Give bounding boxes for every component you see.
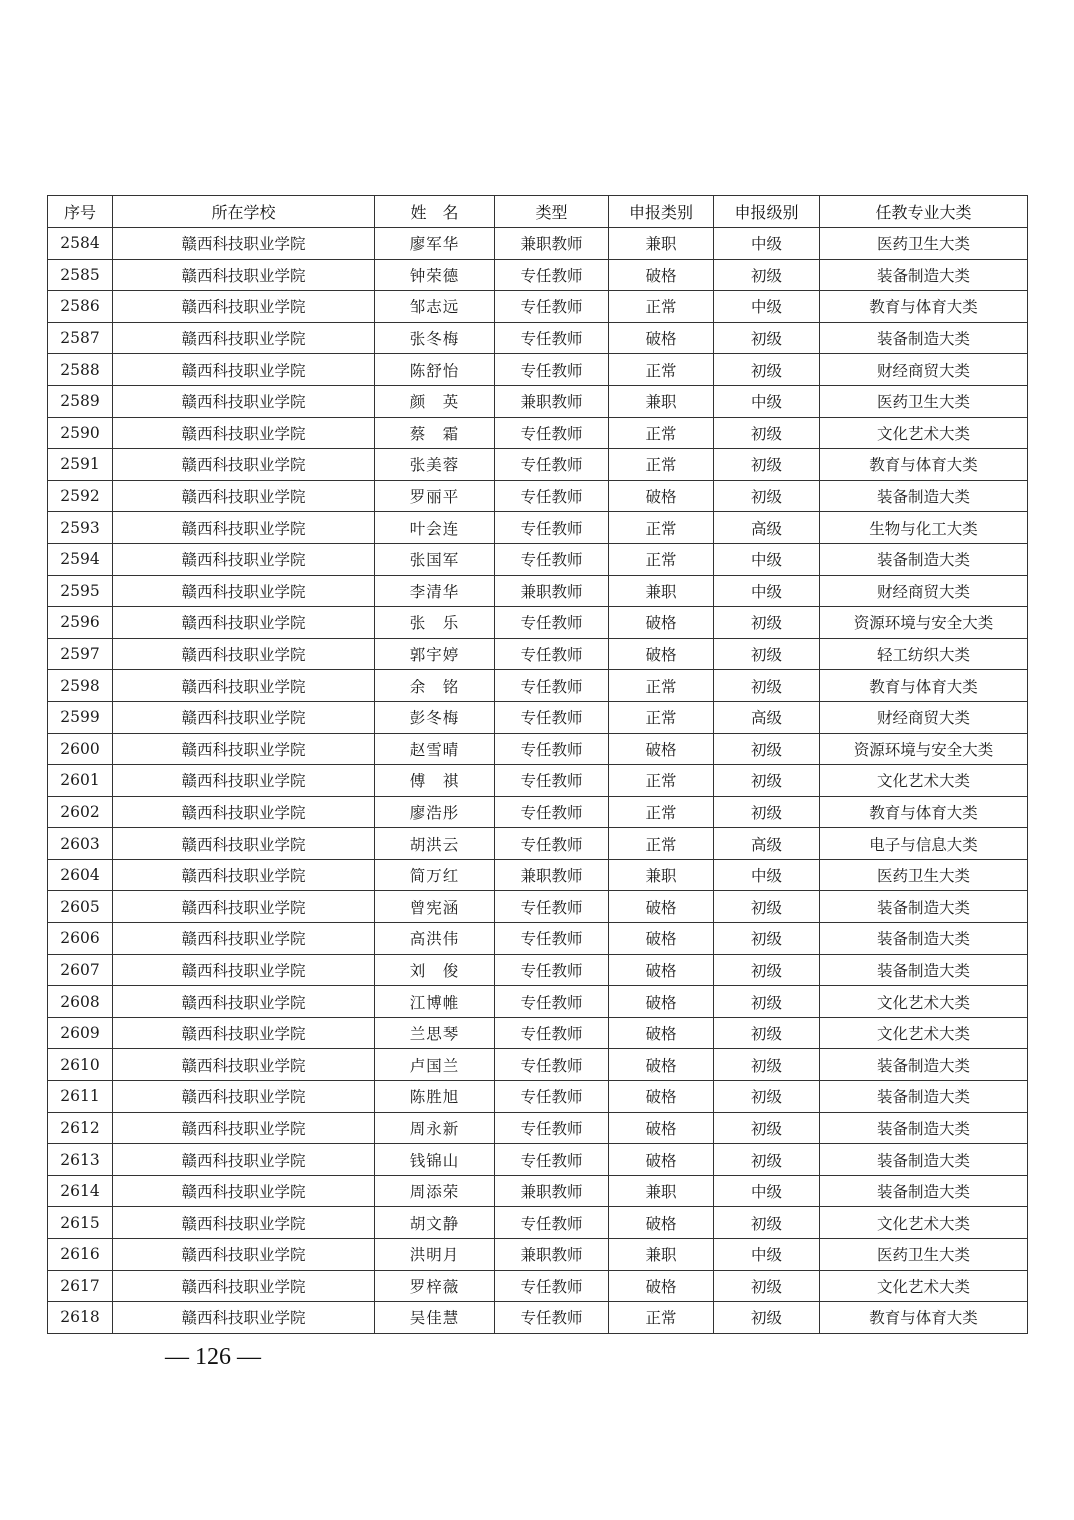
cell-school: 赣西科技职业学院 — [113, 1049, 375, 1081]
cell-application-level: 初级 — [714, 1144, 820, 1176]
cell-school: 赣西科技职业学院 — [113, 417, 375, 449]
cell-type: 兼职教师 — [495, 385, 609, 417]
cell-type: 专任教师 — [495, 1270, 609, 1302]
cell-name: 郭宇婷 — [375, 638, 495, 670]
table-row — [48, 1144, 1028, 1176]
cell-serial-no: 2595 — [48, 575, 113, 607]
table-row — [48, 638, 1028, 670]
header-application-level: 申报级别 — [714, 196, 820, 228]
cell-teaching-major: 装备制造大类 — [820, 1081, 1028, 1113]
cell-type: 专任教师 — [495, 954, 609, 986]
cell-type: 专任教师 — [495, 1081, 609, 1113]
cell-name: 叶会连 — [375, 512, 495, 544]
cell-school: 赣西科技职业学院 — [113, 575, 375, 607]
table-row — [48, 701, 1028, 733]
header-type: 类型 — [495, 196, 609, 228]
cell-type: 专任教师 — [495, 1017, 609, 1049]
cell-teaching-major: 文化艺术大类 — [820, 1270, 1028, 1302]
cell-school: 赣西科技职业学院 — [113, 543, 375, 575]
header-application-category: 申报类别 — [609, 196, 714, 228]
cell-type: 专任教师 — [495, 923, 609, 955]
cell-teaching-major: 医药卫生大类 — [820, 228, 1028, 260]
cell-type: 专任教师 — [495, 1207, 609, 1239]
cell-teaching-major: 资源环境与安全大类 — [820, 733, 1028, 765]
cell-serial-no: 2602 — [48, 796, 113, 828]
cell-teaching-major: 装备制造大类 — [820, 1049, 1028, 1081]
cell-application-category: 破格 — [609, 1270, 714, 1302]
cell-school: 赣西科技职业学院 — [113, 923, 375, 955]
cell-type: 专任教师 — [495, 322, 609, 354]
cell-application-level: 高级 — [714, 512, 820, 544]
cell-name: 兰思琴 — [375, 1017, 495, 1049]
cell-name: 周永新 — [375, 1112, 495, 1144]
table-row — [48, 1049, 1028, 1081]
cell-name: 胡文静 — [375, 1207, 495, 1239]
table-row — [48, 480, 1028, 512]
cell-teaching-major: 装备制造大类 — [820, 1144, 1028, 1176]
cell-type: 专任教师 — [495, 796, 609, 828]
table-header-row — [48, 196, 1028, 228]
header-name: 姓 名 — [375, 196, 495, 228]
cell-name: 余 铭 — [375, 670, 495, 702]
cell-teaching-major: 文化艺术大类 — [820, 1207, 1028, 1239]
cell-teaching-major: 教育与体育大类 — [820, 1302, 1028, 1334]
cell-school: 赣西科技职业学院 — [113, 259, 375, 291]
cell-school: 赣西科技职业学院 — [113, 859, 375, 891]
cell-application-level: 初级 — [714, 449, 820, 481]
cell-serial-no: 2617 — [48, 1270, 113, 1302]
cell-teaching-major: 装备制造大类 — [820, 322, 1028, 354]
cell-name: 罗梓薇 — [375, 1270, 495, 1302]
header-school: 所在学校 — [113, 196, 375, 228]
table-row — [48, 1017, 1028, 1049]
cell-name: 胡洪云 — [375, 828, 495, 860]
cell-serial-no: 2590 — [48, 417, 113, 449]
cell-name: 简万红 — [375, 859, 495, 891]
cell-teaching-major: 财经商贸大类 — [820, 354, 1028, 386]
cell-application-category: 兼职 — [609, 228, 714, 260]
cell-application-level: 中级 — [714, 575, 820, 607]
cell-teaching-major: 财经商贸大类 — [820, 701, 1028, 733]
cell-application-category: 正常 — [609, 701, 714, 733]
table-row — [48, 512, 1028, 544]
cell-school: 赣西科技职业学院 — [113, 986, 375, 1018]
cell-school: 赣西科技职业学院 — [113, 449, 375, 481]
cell-type: 专任教师 — [495, 543, 609, 575]
cell-teaching-major: 装备制造大类 — [820, 923, 1028, 955]
cell-teaching-major: 装备制造大类 — [820, 954, 1028, 986]
cell-application-category: 正常 — [609, 354, 714, 386]
cell-school: 赣西科技职业学院 — [113, 1144, 375, 1176]
cell-application-level: 初级 — [714, 638, 820, 670]
cell-school: 赣西科技职业学院 — [113, 1270, 375, 1302]
table-row — [48, 259, 1028, 291]
cell-application-level: 中级 — [714, 859, 820, 891]
cell-application-category: 正常 — [609, 765, 714, 797]
table-row — [48, 828, 1028, 860]
table-row — [48, 891, 1028, 923]
cell-serial-no: 2616 — [48, 1239, 113, 1271]
cell-application-level: 中级 — [714, 291, 820, 323]
cell-application-level: 初级 — [714, 1017, 820, 1049]
cell-serial-no: 2613 — [48, 1144, 113, 1176]
cell-teaching-major: 装备制造大类 — [820, 543, 1028, 575]
cell-serial-no: 2585 — [48, 259, 113, 291]
cell-teaching-major: 医药卫生大类 — [820, 859, 1028, 891]
cell-name: 高洪伟 — [375, 923, 495, 955]
cell-application-level: 初级 — [714, 765, 820, 797]
cell-application-level: 中级 — [714, 385, 820, 417]
cell-type: 专任教师 — [495, 291, 609, 323]
cell-type: 专任教师 — [495, 417, 609, 449]
cell-application-category: 兼职 — [609, 859, 714, 891]
cell-teaching-major: 资源环境与安全大类 — [820, 607, 1028, 639]
cell-teaching-major: 教育与体育大类 — [820, 449, 1028, 481]
header-serial-no: 序号 — [48, 196, 113, 228]
cell-type: 专任教师 — [495, 449, 609, 481]
cell-serial-no: 2591 — [48, 449, 113, 481]
cell-application-level: 初级 — [714, 1270, 820, 1302]
cell-school: 赣西科技职业学院 — [113, 828, 375, 860]
cell-school: 赣西科技职业学院 — [113, 954, 375, 986]
table-row — [48, 796, 1028, 828]
cell-serial-no: 2618 — [48, 1302, 113, 1334]
cell-serial-no: 2589 — [48, 385, 113, 417]
cell-application-category: 破格 — [609, 891, 714, 923]
cell-name: 张国军 — [375, 543, 495, 575]
cell-type: 专任教师 — [495, 607, 609, 639]
cell-serial-no: 2586 — [48, 291, 113, 323]
cell-type: 专任教师 — [495, 733, 609, 765]
cell-school: 赣西科技职业学院 — [113, 765, 375, 797]
cell-application-category: 破格 — [609, 954, 714, 986]
cell-serial-no: 2592 — [48, 480, 113, 512]
cell-type: 专任教师 — [495, 638, 609, 670]
cell-application-level: 初级 — [714, 1207, 820, 1239]
cell-type: 专任教师 — [495, 828, 609, 860]
cell-name: 李清华 — [375, 575, 495, 607]
cell-teaching-major: 装备制造大类 — [820, 480, 1028, 512]
cell-name: 钱锦山 — [375, 1144, 495, 1176]
cell-teaching-major: 装备制造大类 — [820, 1112, 1028, 1144]
cell-teaching-major: 教育与体育大类 — [820, 291, 1028, 323]
cell-application-category: 正常 — [609, 417, 714, 449]
header-teaching-major: 任教专业大类 — [820, 196, 1028, 228]
cell-name: 钟荣德 — [375, 259, 495, 291]
cell-name: 廖军华 — [375, 228, 495, 260]
cell-application-category: 破格 — [609, 1049, 714, 1081]
cell-application-level: 中级 — [714, 228, 820, 260]
table-row — [48, 322, 1028, 354]
cell-name: 颜 英 — [375, 385, 495, 417]
cell-name: 周添荣 — [375, 1175, 495, 1207]
cell-school: 赣西科技职业学院 — [113, 670, 375, 702]
cell-teaching-major: 文化艺术大类 — [820, 765, 1028, 797]
cell-serial-no: 2608 — [48, 986, 113, 1018]
cell-type: 专任教师 — [495, 891, 609, 923]
cell-serial-no: 2597 — [48, 638, 113, 670]
cell-type: 专任教师 — [495, 354, 609, 386]
cell-serial-no: 2596 — [48, 607, 113, 639]
cell-type: 专任教师 — [495, 986, 609, 1018]
cell-application-level: 初级 — [714, 1112, 820, 1144]
cell-school: 赣西科技职业学院 — [113, 385, 375, 417]
cell-application-level: 初级 — [714, 796, 820, 828]
cell-serial-no: 2603 — [48, 828, 113, 860]
table-row — [48, 1302, 1028, 1334]
cell-application-category: 破格 — [609, 259, 714, 291]
cell-application-category: 正常 — [609, 828, 714, 860]
cell-name: 蔡 霜 — [375, 417, 495, 449]
cell-serial-no: 2605 — [48, 891, 113, 923]
cell-application-category: 正常 — [609, 291, 714, 323]
cell-name: 洪明月 — [375, 1239, 495, 1271]
cell-name: 彭冬梅 — [375, 701, 495, 733]
cell-name: 傅 祺 — [375, 765, 495, 797]
cell-name: 吴佳慧 — [375, 1302, 495, 1334]
cell-application-level: 中级 — [714, 1239, 820, 1271]
cell-teaching-major: 文化艺术大类 — [820, 1017, 1028, 1049]
table-row — [48, 291, 1028, 323]
cell-teaching-major: 教育与体育大类 — [820, 796, 1028, 828]
cell-application-level: 初级 — [714, 954, 820, 986]
cell-application-category: 正常 — [609, 796, 714, 828]
cell-serial-no: 2587 — [48, 322, 113, 354]
table-row — [48, 543, 1028, 575]
cell-school: 赣西科技职业学院 — [113, 291, 375, 323]
cell-school: 赣西科技职业学院 — [113, 1112, 375, 1144]
cell-application-category: 破格 — [609, 480, 714, 512]
cell-application-category: 破格 — [609, 733, 714, 765]
cell-application-level: 中级 — [714, 543, 820, 575]
cell-school: 赣西科技职业学院 — [113, 1207, 375, 1239]
cell-type: 专任教师 — [495, 701, 609, 733]
cell-serial-no: 2607 — [48, 954, 113, 986]
table-row — [48, 354, 1028, 386]
table-row — [48, 228, 1028, 260]
table-body — [48, 228, 1028, 1334]
cell-application-category: 破格 — [609, 1112, 714, 1144]
cell-application-category: 正常 — [609, 543, 714, 575]
cell-teaching-major: 文化艺术大类 — [820, 417, 1028, 449]
cell-serial-no: 2611 — [48, 1081, 113, 1113]
table-row — [48, 1175, 1028, 1207]
cell-type: 专任教师 — [495, 259, 609, 291]
cell-school: 赣西科技职业学院 — [113, 228, 375, 260]
table-row — [48, 1112, 1028, 1144]
cell-school: 赣西科技职业学院 — [113, 733, 375, 765]
cell-name: 张美蓉 — [375, 449, 495, 481]
cell-school: 赣西科技职业学院 — [113, 322, 375, 354]
cell-serial-no: 2598 — [48, 670, 113, 702]
table-row — [48, 923, 1028, 955]
cell-serial-no: 2599 — [48, 701, 113, 733]
cell-type: 兼职教师 — [495, 228, 609, 260]
table-row — [48, 859, 1028, 891]
cell-teaching-major: 财经商贸大类 — [820, 575, 1028, 607]
cell-name: 张冬梅 — [375, 322, 495, 354]
cell-application-level: 初级 — [714, 259, 820, 291]
cell-type: 专任教师 — [495, 670, 609, 702]
cell-name: 赵雪晴 — [375, 733, 495, 765]
applicant-table — [47, 195, 1028, 1334]
cell-name: 陈胜旭 — [375, 1081, 495, 1113]
cell-teaching-major: 装备制造大类 — [820, 1175, 1028, 1207]
cell-application-level: 初级 — [714, 733, 820, 765]
cell-application-level: 初级 — [714, 986, 820, 1018]
cell-application-level: 初级 — [714, 322, 820, 354]
cell-application-category: 破格 — [609, 638, 714, 670]
cell-school: 赣西科技职业学院 — [113, 1302, 375, 1334]
cell-school: 赣西科技职业学院 — [113, 480, 375, 512]
table-row — [48, 385, 1028, 417]
cell-name: 罗丽平 — [375, 480, 495, 512]
cell-serial-no: 2606 — [48, 923, 113, 955]
cell-type: 专任教师 — [495, 765, 609, 797]
table-row — [48, 449, 1028, 481]
table-row — [48, 733, 1028, 765]
cell-name: 卢国兰 — [375, 1049, 495, 1081]
cell-name: 刘 俊 — [375, 954, 495, 986]
table-row — [48, 986, 1028, 1018]
table-row — [48, 1081, 1028, 1113]
table-row — [48, 575, 1028, 607]
cell-name: 曾宪涵 — [375, 891, 495, 923]
cell-application-category: 破格 — [609, 1207, 714, 1239]
cell-school: 赣西科技职业学院 — [113, 701, 375, 733]
cell-application-level: 初级 — [714, 1302, 820, 1334]
table-row — [48, 607, 1028, 639]
table-row — [48, 1207, 1028, 1239]
cell-application-category: 兼职 — [609, 385, 714, 417]
cell-type: 专任教师 — [495, 1302, 609, 1334]
cell-name: 江博帷 — [375, 986, 495, 1018]
cell-serial-no: 2601 — [48, 765, 113, 797]
cell-application-level: 高级 — [714, 828, 820, 860]
cell-teaching-major: 医药卫生大类 — [820, 385, 1028, 417]
cell-type: 专任教师 — [495, 512, 609, 544]
cell-serial-no: 2584 — [48, 228, 113, 260]
cell-teaching-major: 轻工纺织大类 — [820, 638, 1028, 670]
cell-teaching-major: 医药卫生大类 — [820, 1239, 1028, 1271]
cell-serial-no: 2612 — [48, 1112, 113, 1144]
table-row — [48, 670, 1028, 702]
cell-teaching-major: 文化艺术大类 — [820, 986, 1028, 1018]
cell-name: 邹志远 — [375, 291, 495, 323]
cell-application-category: 兼职 — [609, 575, 714, 607]
cell-application-category: 兼职 — [609, 1239, 714, 1271]
cell-serial-no: 2610 — [48, 1049, 113, 1081]
cell-application-level: 初级 — [714, 480, 820, 512]
cell-application-category: 兼职 — [609, 1175, 714, 1207]
cell-teaching-major: 电子与信息大类 — [820, 828, 1028, 860]
cell-school: 赣西科技职业学院 — [113, 1239, 375, 1271]
cell-application-category: 正常 — [609, 670, 714, 702]
cell-application-category: 正常 — [609, 449, 714, 481]
cell-application-level: 初级 — [714, 891, 820, 923]
cell-school: 赣西科技职业学院 — [113, 1081, 375, 1113]
cell-serial-no: 2609 — [48, 1017, 113, 1049]
cell-application-category: 正常 — [609, 1302, 714, 1334]
cell-serial-no: 2614 — [48, 1175, 113, 1207]
table-row — [48, 1270, 1028, 1302]
table-row — [48, 765, 1028, 797]
cell-type: 专任教师 — [495, 1049, 609, 1081]
cell-application-category: 正常 — [609, 512, 714, 544]
cell-serial-no: 2600 — [48, 733, 113, 765]
cell-application-level: 初级 — [714, 923, 820, 955]
table-row — [48, 1239, 1028, 1271]
cell-school: 赣西科技职业学院 — [113, 638, 375, 670]
cell-teaching-major: 装备制造大类 — [820, 259, 1028, 291]
cell-application-category: 破格 — [609, 1144, 714, 1176]
cell-type: 兼职教师 — [495, 859, 609, 891]
table-row — [48, 417, 1028, 449]
cell-type: 专任教师 — [495, 1144, 609, 1176]
cell-name: 廖浩彤 — [375, 796, 495, 828]
cell-application-category: 破格 — [609, 1081, 714, 1113]
cell-application-level: 初级 — [714, 1081, 820, 1113]
cell-school: 赣西科技职业学院 — [113, 354, 375, 386]
cell-application-category: 破格 — [609, 923, 714, 955]
cell-school: 赣西科技职业学院 — [113, 796, 375, 828]
cell-school: 赣西科技职业学院 — [113, 512, 375, 544]
cell-application-category: 破格 — [609, 607, 714, 639]
cell-serial-no: 2593 — [48, 512, 113, 544]
cell-application-level: 高级 — [714, 701, 820, 733]
cell-application-category: 破格 — [609, 322, 714, 354]
cell-school: 赣西科技职业学院 — [113, 891, 375, 923]
cell-type: 兼职教师 — [495, 1175, 609, 1207]
cell-application-level: 中级 — [714, 1175, 820, 1207]
cell-school: 赣西科技职业学院 — [113, 607, 375, 639]
cell-teaching-major: 教育与体育大类 — [820, 670, 1028, 702]
cell-application-category: 破格 — [609, 1017, 714, 1049]
cell-serial-no: 2615 — [48, 1207, 113, 1239]
cell-type: 专任教师 — [495, 480, 609, 512]
cell-application-category: 破格 — [609, 986, 714, 1018]
cell-application-level: 初级 — [714, 354, 820, 386]
cell-school: 赣西科技职业学院 — [113, 1175, 375, 1207]
cell-serial-no: 2594 — [48, 543, 113, 575]
cell-type: 专任教师 — [495, 1112, 609, 1144]
page-number: — 126 — — [165, 1344, 261, 1370]
cell-application-level: 初级 — [714, 1049, 820, 1081]
cell-application-level: 初级 — [714, 417, 820, 449]
cell-serial-no: 2588 — [48, 354, 113, 386]
cell-teaching-major: 装备制造大类 — [820, 891, 1028, 923]
cell-type: 兼职教师 — [495, 1239, 609, 1271]
cell-serial-no: 2604 — [48, 859, 113, 891]
cell-teaching-major: 生物与化工大类 — [820, 512, 1028, 544]
cell-school: 赣西科技职业学院 — [113, 1017, 375, 1049]
cell-application-level: 初级 — [714, 670, 820, 702]
cell-type: 兼职教师 — [495, 575, 609, 607]
cell-name: 陈舒怡 — [375, 354, 495, 386]
cell-application-level: 初级 — [714, 607, 820, 639]
cell-name: 张 乐 — [375, 607, 495, 639]
table-row — [48, 954, 1028, 986]
